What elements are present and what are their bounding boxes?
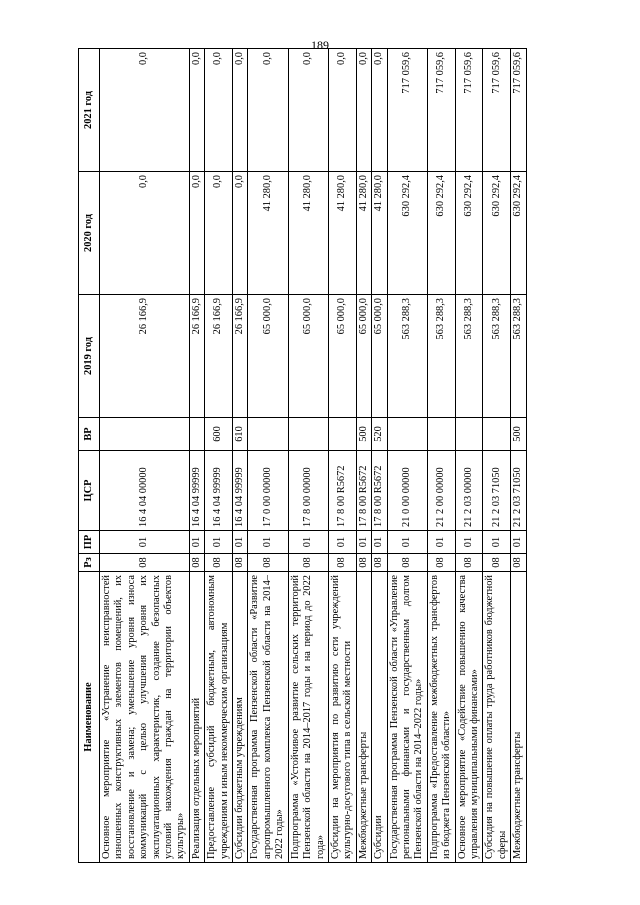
row-name: Реализация отдельных мероприятий	[189, 572, 204, 863]
table-row	[427, 49, 455, 863]
row-name: Основное мероприятие «Устранение неисправностей изношенных конструктивных элементов помещений, их восстановление и замена; уменьшение уровня износа коммуникаций с целью улучшения уровня их эксплуатационных характеристик, создание безопасных условий нахождения граждан на территории объектов культуры»	[100, 572, 190, 863]
row-vr: 600	[205, 418, 233, 451]
row-pr: 01	[356, 531, 371, 554]
row-rz: 08	[427, 554, 455, 572]
row-csr: 17 8 00 00000	[288, 451, 328, 531]
row-name: Подпрограмма «Устойчивое развитие сельских территорий Пензенской области на 2014–2017 годы и на период до 2022 года»	[288, 572, 328, 863]
table-header-row	[79, 49, 100, 863]
row-csr: 21 2 00 00000	[427, 451, 455, 531]
table-row	[233, 49, 248, 863]
header-vr: ВР	[79, 418, 100, 451]
table-row	[205, 49, 233, 863]
row-rz: 08	[100, 554, 190, 572]
row-2019: 563 288,3	[387, 295, 427, 418]
row-2020: 0,0	[205, 172, 233, 295]
row-csr: 21 2 03 71050	[511, 451, 526, 531]
row-pr: 01	[372, 531, 387, 554]
table-row	[288, 49, 328, 863]
row-2019: 563 288,3	[511, 295, 526, 418]
row-csr: 21 2 03 00000	[455, 451, 483, 531]
row-2021: 0,0	[328, 49, 356, 172]
row-2019: 65 000,0	[372, 295, 387, 418]
row-2020: 41 280,0	[372, 172, 387, 295]
table-row	[356, 49, 371, 863]
row-2019: 563 288,3	[427, 295, 455, 418]
row-pr: 01	[288, 531, 328, 554]
row-rz: 08	[483, 554, 511, 572]
row-2021: 0,0	[288, 49, 328, 172]
row-2020: 630 292,4	[387, 172, 427, 295]
row-csr: 17 8 00 R5672	[372, 451, 387, 531]
row-rz: 08	[511, 554, 526, 572]
row-2020: 0,0	[100, 172, 190, 295]
row-pr: 01	[233, 531, 248, 554]
row-2019: 26 166,9	[100, 295, 190, 418]
row-2019: 563 288,3	[483, 295, 511, 418]
row-vr: 610	[233, 418, 248, 451]
header-name: Наименование	[79, 572, 100, 863]
rotated-table-container	[78, 48, 562, 863]
row-rz: 08	[205, 554, 233, 572]
row-2019: 65 000,0	[356, 295, 371, 418]
row-2020: 630 292,4	[483, 172, 511, 295]
row-csr: 16 4 04 99999	[233, 451, 248, 531]
row-rz: 08	[387, 554, 427, 572]
table-row	[511, 49, 526, 863]
budget-table	[78, 48, 527, 863]
row-rz: 08	[328, 554, 356, 572]
row-2019: 65 000,0	[288, 295, 328, 418]
table-row	[189, 49, 204, 863]
row-csr: 17 8 00 R5672	[356, 451, 371, 531]
row-name: Субсидия на повышение оплаты труда работников бюджетной сферы	[483, 572, 511, 863]
row-2020: 41 280,0	[288, 172, 328, 295]
row-name: Предоставление субсидий бюджетным, автономным учреждениям и иным некоммерческим организациям	[205, 572, 233, 863]
table-row	[455, 49, 483, 863]
row-rz: 08	[455, 554, 483, 572]
row-2020: 0,0	[189, 172, 204, 295]
row-name: Государственная программа Пензенской области «Развитие агропромышленного комплекса Пензенской области на 2014–2022 годы»	[248, 572, 288, 863]
row-pr: 01	[328, 531, 356, 554]
row-name: Подпрограмма «Предоставление межбюджетных трансфертов из бюджета Пензенской области»	[427, 572, 455, 863]
row-2021: 717 059,6	[455, 49, 483, 172]
row-2019: 563 288,3	[455, 295, 483, 418]
row-vr: 500	[356, 418, 371, 451]
row-2021: 0,0	[248, 49, 288, 172]
row-rz: 08	[233, 554, 248, 572]
row-csr: 21 2 03 71050	[483, 451, 511, 531]
row-2021: 0,0	[189, 49, 204, 172]
row-2021: 717 059,6	[427, 49, 455, 172]
page-number: 189	[311, 38, 329, 52]
header-rz: Рз	[79, 554, 100, 572]
row-2021: 0,0	[205, 49, 233, 172]
row-2021: 0,0	[372, 49, 387, 172]
row-2020: 41 280,0	[328, 172, 356, 295]
row-pr: 01	[511, 531, 526, 554]
table-row	[328, 49, 356, 863]
row-vr	[288, 418, 328, 451]
row-rz: 08	[248, 554, 288, 572]
row-vr	[483, 418, 511, 451]
row-name: Субсидии	[372, 572, 387, 863]
row-2020: 41 280,0	[356, 172, 371, 295]
row-name: Межбюджетные трансферты	[356, 572, 371, 863]
row-name: Субсидии на мероприятия по развитию сети учреждений культурно-досугового типа в сельской местности	[328, 572, 356, 863]
row-vr	[455, 418, 483, 451]
row-vr	[387, 418, 427, 451]
row-2021: 0,0	[233, 49, 248, 172]
row-vr	[100, 418, 190, 451]
row-vr	[328, 418, 356, 451]
row-csr: 21 0 00 00000	[387, 451, 427, 531]
row-csr: 17 0 00 00000	[248, 451, 288, 531]
header-pr: ПР	[79, 531, 100, 554]
row-csr: 16 4 04 99999	[189, 451, 204, 531]
row-2020: 0,0	[233, 172, 248, 295]
row-vr: 520	[372, 418, 387, 451]
row-2020: 630 292,4	[427, 172, 455, 295]
row-pr: 01	[387, 531, 427, 554]
row-pr: 01	[427, 531, 455, 554]
row-rz: 08	[288, 554, 328, 572]
table-row	[248, 49, 288, 863]
row-vr	[248, 418, 288, 451]
row-2020: 630 292,4	[511, 172, 526, 295]
row-csr: 16 4 04 00000	[100, 451, 190, 531]
row-pr: 01	[100, 531, 190, 554]
row-2021: 717 059,6	[511, 49, 526, 172]
row-name: Государственная программа Пензенской области «Управление региональными финансами и государственным долгом Пензенской области на 2014–2022 годы»	[387, 572, 427, 863]
row-vr: 500	[511, 418, 526, 451]
table-row	[372, 49, 387, 863]
row-2021: 717 059,6	[387, 49, 427, 172]
table-row	[483, 49, 511, 863]
row-pr: 01	[483, 531, 511, 554]
row-2021: 0,0	[356, 49, 371, 172]
row-pr: 01	[248, 531, 288, 554]
row-2019: 26 166,9	[233, 295, 248, 418]
row-rz: 08	[189, 554, 204, 572]
header-csr: ЦСР	[79, 451, 100, 531]
row-rz: 08	[372, 554, 387, 572]
row-pr: 01	[189, 531, 204, 554]
row-2019: 26 166,9	[189, 295, 204, 418]
header-2020: 2020 год	[79, 172, 100, 295]
row-vr	[427, 418, 455, 451]
header-2021: 2021 год	[79, 49, 100, 172]
row-2019: 65 000,0	[328, 295, 356, 418]
row-2020: 630 292,4	[455, 172, 483, 295]
table-row	[100, 49, 190, 863]
row-rz: 08	[356, 554, 371, 572]
row-2019: 65 000,0	[248, 295, 288, 418]
header-2019: 2019 год	[79, 295, 100, 418]
row-2021: 717 059,6	[483, 49, 511, 172]
row-name: Межбюджетные трансферты	[511, 572, 526, 863]
row-2020: 41 280,0	[248, 172, 288, 295]
row-vr	[189, 418, 204, 451]
row-pr: 01	[455, 531, 483, 554]
row-name: Субсидии бюджетным учреждениям	[233, 572, 248, 863]
table-row	[387, 49, 427, 863]
row-csr: 17 8 00 R5672	[328, 451, 356, 531]
row-2021: 0,0	[100, 49, 190, 172]
row-csr: 16 4 04 99999	[205, 451, 233, 531]
row-2019: 26 166,9	[205, 295, 233, 418]
row-pr: 01	[205, 531, 233, 554]
row-name: Основное мероприятие «Содействие повышению качества управления муниципальными финансами»	[455, 572, 483, 863]
